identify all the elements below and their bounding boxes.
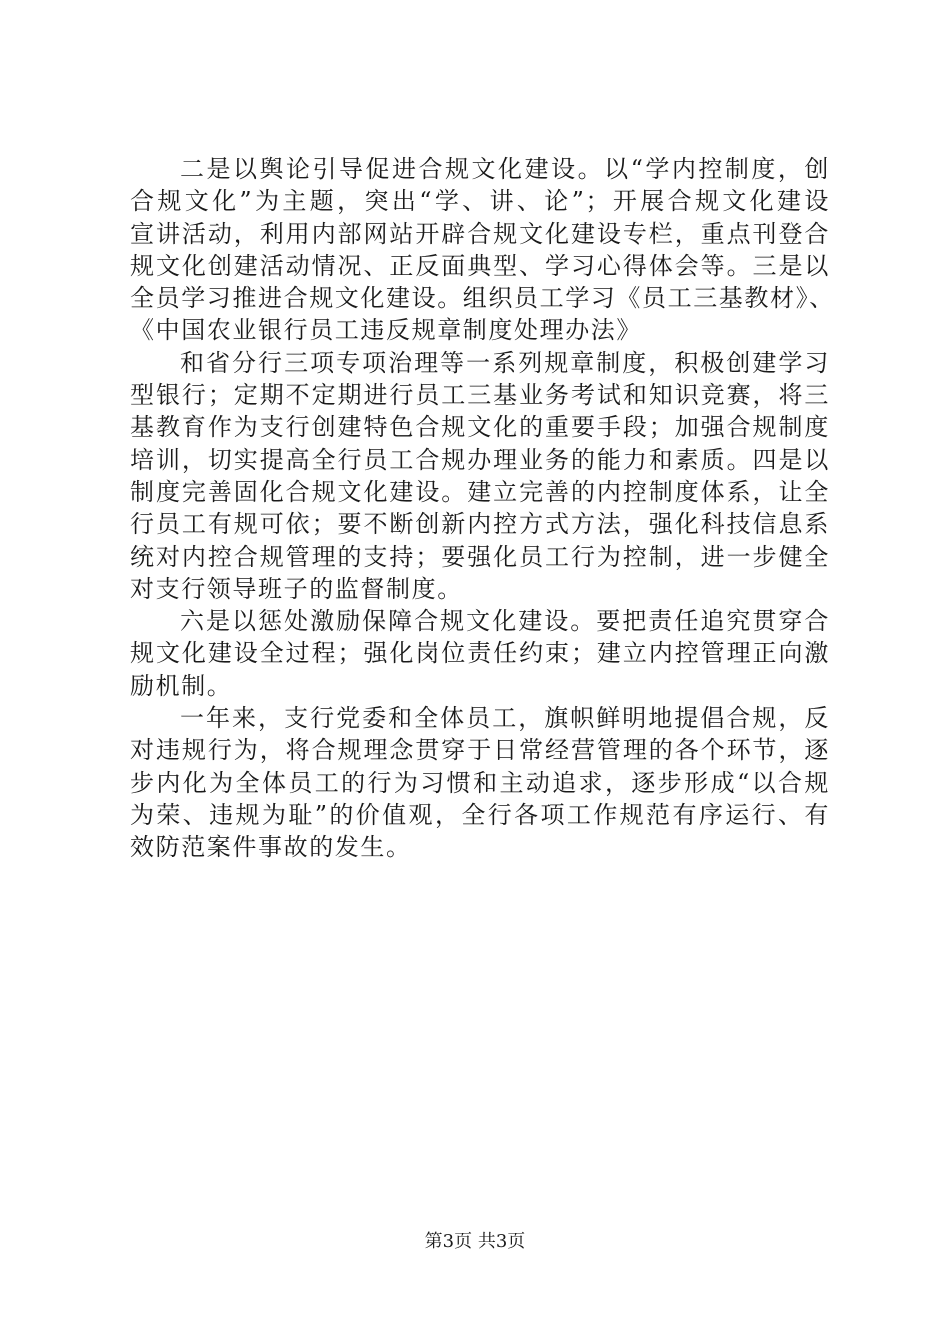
text-line: 规文化建设全过程；强化岗位责任约束；建立内控管理正向激 bbox=[130, 639, 830, 668]
text-line: 全员学习推进合规文化建设。组织员工学习《员工三基教材》、 bbox=[130, 284, 835, 313]
text-line: 培训，切实提高全行员工合规办理业务的能力和素质。四是以 bbox=[130, 445, 830, 474]
text-line: 型银行；定期不定期进行员工三基业务考试和知识竞赛，将三 bbox=[130, 381, 830, 410]
text-line: 励机制。 bbox=[130, 671, 233, 700]
text-line: 统对内控合规管理的支持；要强化员工行为控制，进一步健全 bbox=[130, 542, 830, 571]
text-line: 行员工有规可依；要不断创新内控方式方法，强化科技信息系 bbox=[130, 510, 830, 539]
text-line: 宣讲活动，利用内部网站开辟合规文化建设专栏，重点刊登合 bbox=[130, 219, 830, 248]
text-line: 效防范案件事故的发生。 bbox=[130, 833, 412, 862]
text-line: 六是以惩处激励保障合规文化建设。要把责任追究贯穿合 bbox=[180, 607, 830, 636]
text-line: 对支行领导班子的监督制度。 bbox=[130, 574, 463, 603]
text-line: 和省分行三项专项治理等一系列规章制度，积极创建学习 bbox=[180, 348, 830, 377]
text-line: 为荣、违规为耻”的价值观，全行各项工作规范有序运行、有 bbox=[130, 800, 830, 829]
page-number-label: 第3页 共3页 bbox=[424, 1231, 526, 1252]
text-line: 《中国农业银行员工违反规章制度处理办法》 bbox=[130, 316, 642, 345]
text-line: 合规文化”为主题，突出“学、讲、论”；开展合规文化建设 bbox=[130, 187, 830, 216]
text-line: 二是以舆论引导促进合规文化建设。以“学内控制度，创 bbox=[180, 155, 830, 183]
text-line: 制度完善固化合规文化建设。建立完善的内控制度体系，让全 bbox=[130, 477, 830, 506]
text-line: 一年来，支行党委和全体员工，旗帜鲜明地提倡合规，反 bbox=[180, 704, 830, 733]
text-line: 对违规行为，将合规理念贯穿于日常经营管理的各个环节，逐 bbox=[130, 736, 830, 765]
text-line: 规文化创建活动情况、正反面典型、学习心得体会等。三是以 bbox=[130, 251, 830, 280]
text-line: 步内化为全体员工的行为习惯和主动追求，逐步形成“以合规 bbox=[130, 768, 830, 797]
text-line: 基教育作为支行创建特色合规文化的重要手段；加强合规制度 bbox=[130, 413, 830, 442]
document-body bbox=[130, 153, 835, 864]
page-footer bbox=[0, 1230, 950, 1254]
